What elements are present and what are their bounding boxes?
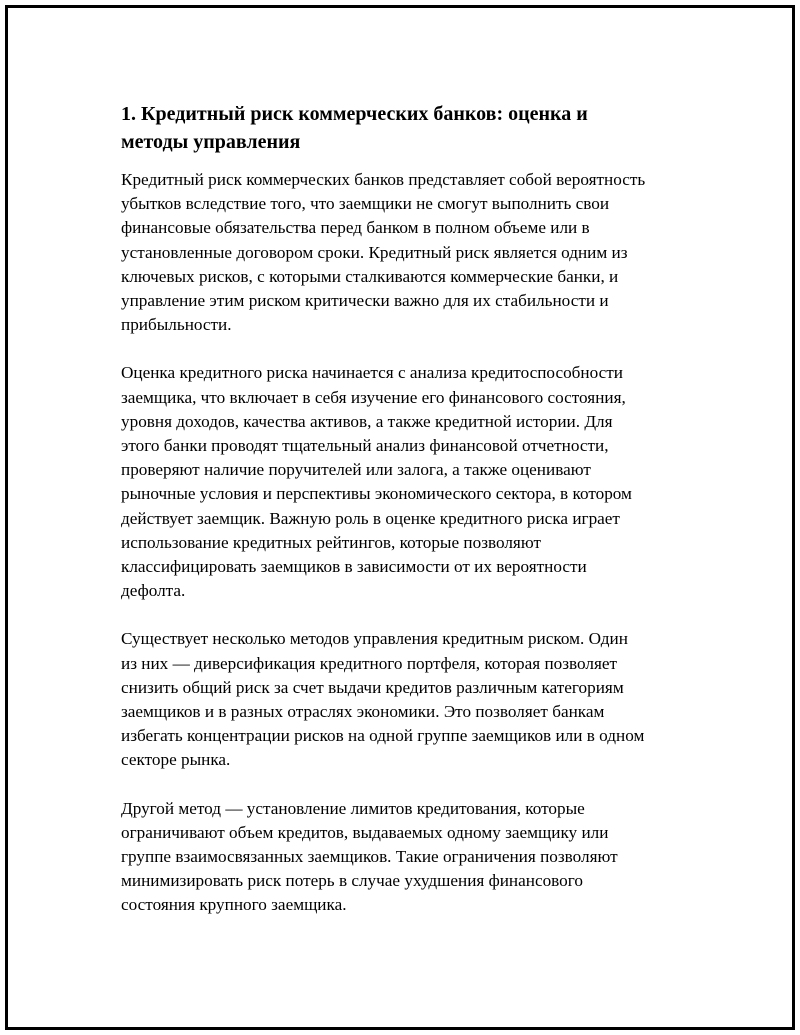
- text-line: заемщиков и в разных отраслях экономики. Это позволяет банкам: [121, 702, 605, 722]
- text-line: убытков вследствие того, что заемщики не смогут выполнить свои: [121, 194, 610, 214]
- text-line: дефолта.: [121, 581, 186, 601]
- text-line: проверяют наличие поручителей или залога, а также оценивают: [121, 460, 591, 480]
- text-line: Другой метод — установление лимитов кредитования, которые: [121, 798, 585, 818]
- text-line: минимизировать риск потерь в случае ухудшения финансового: [121, 871, 583, 891]
- text-line: действует заемщик. Важную роль в оценке кредитного риска играет: [121, 508, 620, 528]
- text-line: секторе рынка.: [121, 750, 231, 770]
- document-page: [5, 5, 795, 1030]
- title-line: методы управления: [121, 131, 301, 153]
- text-line: Кредитный риск коммерческих банков представляет собой вероятность: [121, 170, 646, 189]
- text-line: финансовые обязательства перед банком в полном объеме или в: [121, 218, 590, 238]
- paragraph-4: [121, 797, 693, 918]
- text-line: Существует несколько методов управления кредитным риском. Один: [121, 629, 628, 649]
- text-line: уровня доходов, качества активов, а также кредитной истории. Для: [121, 411, 613, 431]
- text-line: этого банки проводят тщательный анализ финансовой отчетности,: [121, 436, 609, 456]
- text-line: из них — диверсификация кредитного портфеля, которая позволяет: [121, 653, 618, 673]
- text-line: Оценка кредитного риска начинается с анализа кредитоспособности: [121, 363, 623, 383]
- text-line: заемщика, что включает в себя изучение его финансового состояния,: [121, 387, 626, 407]
- text-line: установленные договором сроки. Кредитный риск является одним из: [121, 242, 628, 262]
- paragraph-3: [121, 627, 693, 772]
- document-body: [121, 100, 693, 942]
- section-title: [121, 100, 693, 156]
- paragraph-1: [121, 168, 693, 337]
- text-line: управление этим риском критически важно для их стабильности и: [121, 291, 609, 311]
- text-line: состояния крупного заемщика.: [121, 895, 347, 915]
- text-line: снизить общий риск за счет выдачи кредитов различным категориям: [121, 677, 624, 697]
- text-line: избегать концентрации рисков на одной группе заемщиков или в одном: [121, 726, 645, 746]
- paragraph-2: [121, 361, 693, 603]
- text-line: прибыльности.: [121, 315, 232, 335]
- title-line: 1. Кредитный риск коммерческих банков: оценка и: [121, 103, 588, 125]
- text-line: использование кредитных рейтингов, которые позволяют: [121, 532, 541, 552]
- text-line: ключевых рисков, с которыми сталкиваются коммерческие банки, и: [121, 266, 619, 286]
- text-line: классифицировать заемщиков в зависимости от их вероятности: [121, 557, 587, 577]
- text-line: рыночные условия и перспективы экономического сектора, в котором: [121, 484, 632, 504]
- text-line: группе взаимосвязанных заемщиков. Такие ограничения позволяют: [121, 847, 618, 867]
- text-line: ограничивают объем кредитов, выдаваемых одному заемщику или: [121, 822, 609, 842]
